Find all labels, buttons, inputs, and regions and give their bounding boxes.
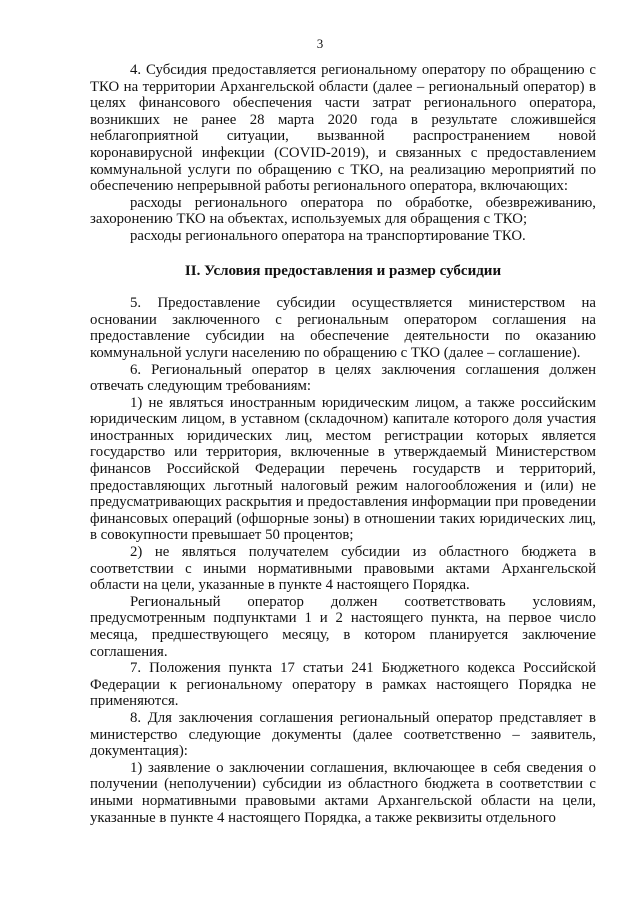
paragraph-5: 5. Предоставление субсидии осуществляется министерством на основании заключенного с региональным оператором соглашения на предоставление субсидии на обеспечение деятельности по оказанию коммунальной услуги населению по обращению с ТКО (далее – соглашение). — [90, 295, 596, 361]
paragraph-8: 8. Для заключения соглашения региональный оператор представляет в министерство следующие документы (далее соответственно – заявитель, документация): — [90, 709, 596, 760]
paragraph-6-item-2: 2) не являться получателем субсидии из областного бюджета в соответствии с иными нормативными правовыми актами Архангельской области на цели, указанные в пункте 4 настоящего Порядка. — [90, 544, 596, 594]
paragraph-4: 4. Субсидия предоставляется региональному оператору по обращению с ТКО на территории Архангельской области (далее – региональный оператор) в целях финансового обеспечения части затрат регионального оператора, возникших не ранее 28 марта 2020 года в результате сложившейся неблагоприятной ситуации, вызванной распространением новой коронавирусной инфекции (COVID-2019), и связанных с предоставлением коммунальной услуги по обращению с ТКО, на реализацию мероприятий по обеспечению непрерывной работы регионального оператора, включающих: — [90, 62, 596, 195]
document-body — [90, 62, 596, 826]
page-number: 3 — [316, 36, 324, 51]
section-heading: II. Условия предоставления и размер субсидии — [184, 262, 502, 279]
paragraph-6-item-1: 1) не являться иностранным юридическим лицом, а также российским юридическим лицом, в уставном (складочном) капитале которого доля участия иностранных юридических лиц, местом регистрации которых является государство или территория, включенные в утверждаемый Министерством финансов Российской Федерации перечень государств и территорий, предоставляющих льготный налоговый режим налогообложения и (или) не предусматривающих раскрытия и предоставления информации при проведении финансовых операций (офшорные зоны) в отношении таких юридических лиц, в совокупности превышает 50 процентов; — [90, 394, 596, 544]
paragraph-6: 6. Региональный оператор в целях заключения соглашения должен отвечать следующим требованиям: — [90, 361, 596, 395]
paragraph-expenses-processing: расходы регионального оператора по обработке, обезвреживанию, захоронению ТКО на объектах, используемых для обращения с ТКО; — [90, 194, 596, 228]
paragraph-6-conditions: Региональный оператор должен соответствовать условиям, предусмотренным подпунктами 1 и 2 настоящего пункта, на первое число месяца, предшествующего месяцу, в котором планируется заключение соглашения. — [90, 593, 596, 660]
paragraph-7: 7. Положения пункта 17 статьи 241 Бюджетного кодекса Российской Федерации к региональному оператору в рамках настоящего Порядка не применяются. — [90, 660, 596, 710]
paragraph-8-item-1: 1) заявление о заключении соглашения, включающее в себя сведения о получении (неполучении) субсидии из областного бюджета в соответствии с иными нормативными правовыми актами Архангельской области на цели, указанные в пункте 4 настоящего Порядка, а также реквизиты отдельного — [90, 759, 596, 826]
paragraph-expenses-transport: расходы регионального оператора на транспортирование ТКО. — [130, 227, 526, 244]
